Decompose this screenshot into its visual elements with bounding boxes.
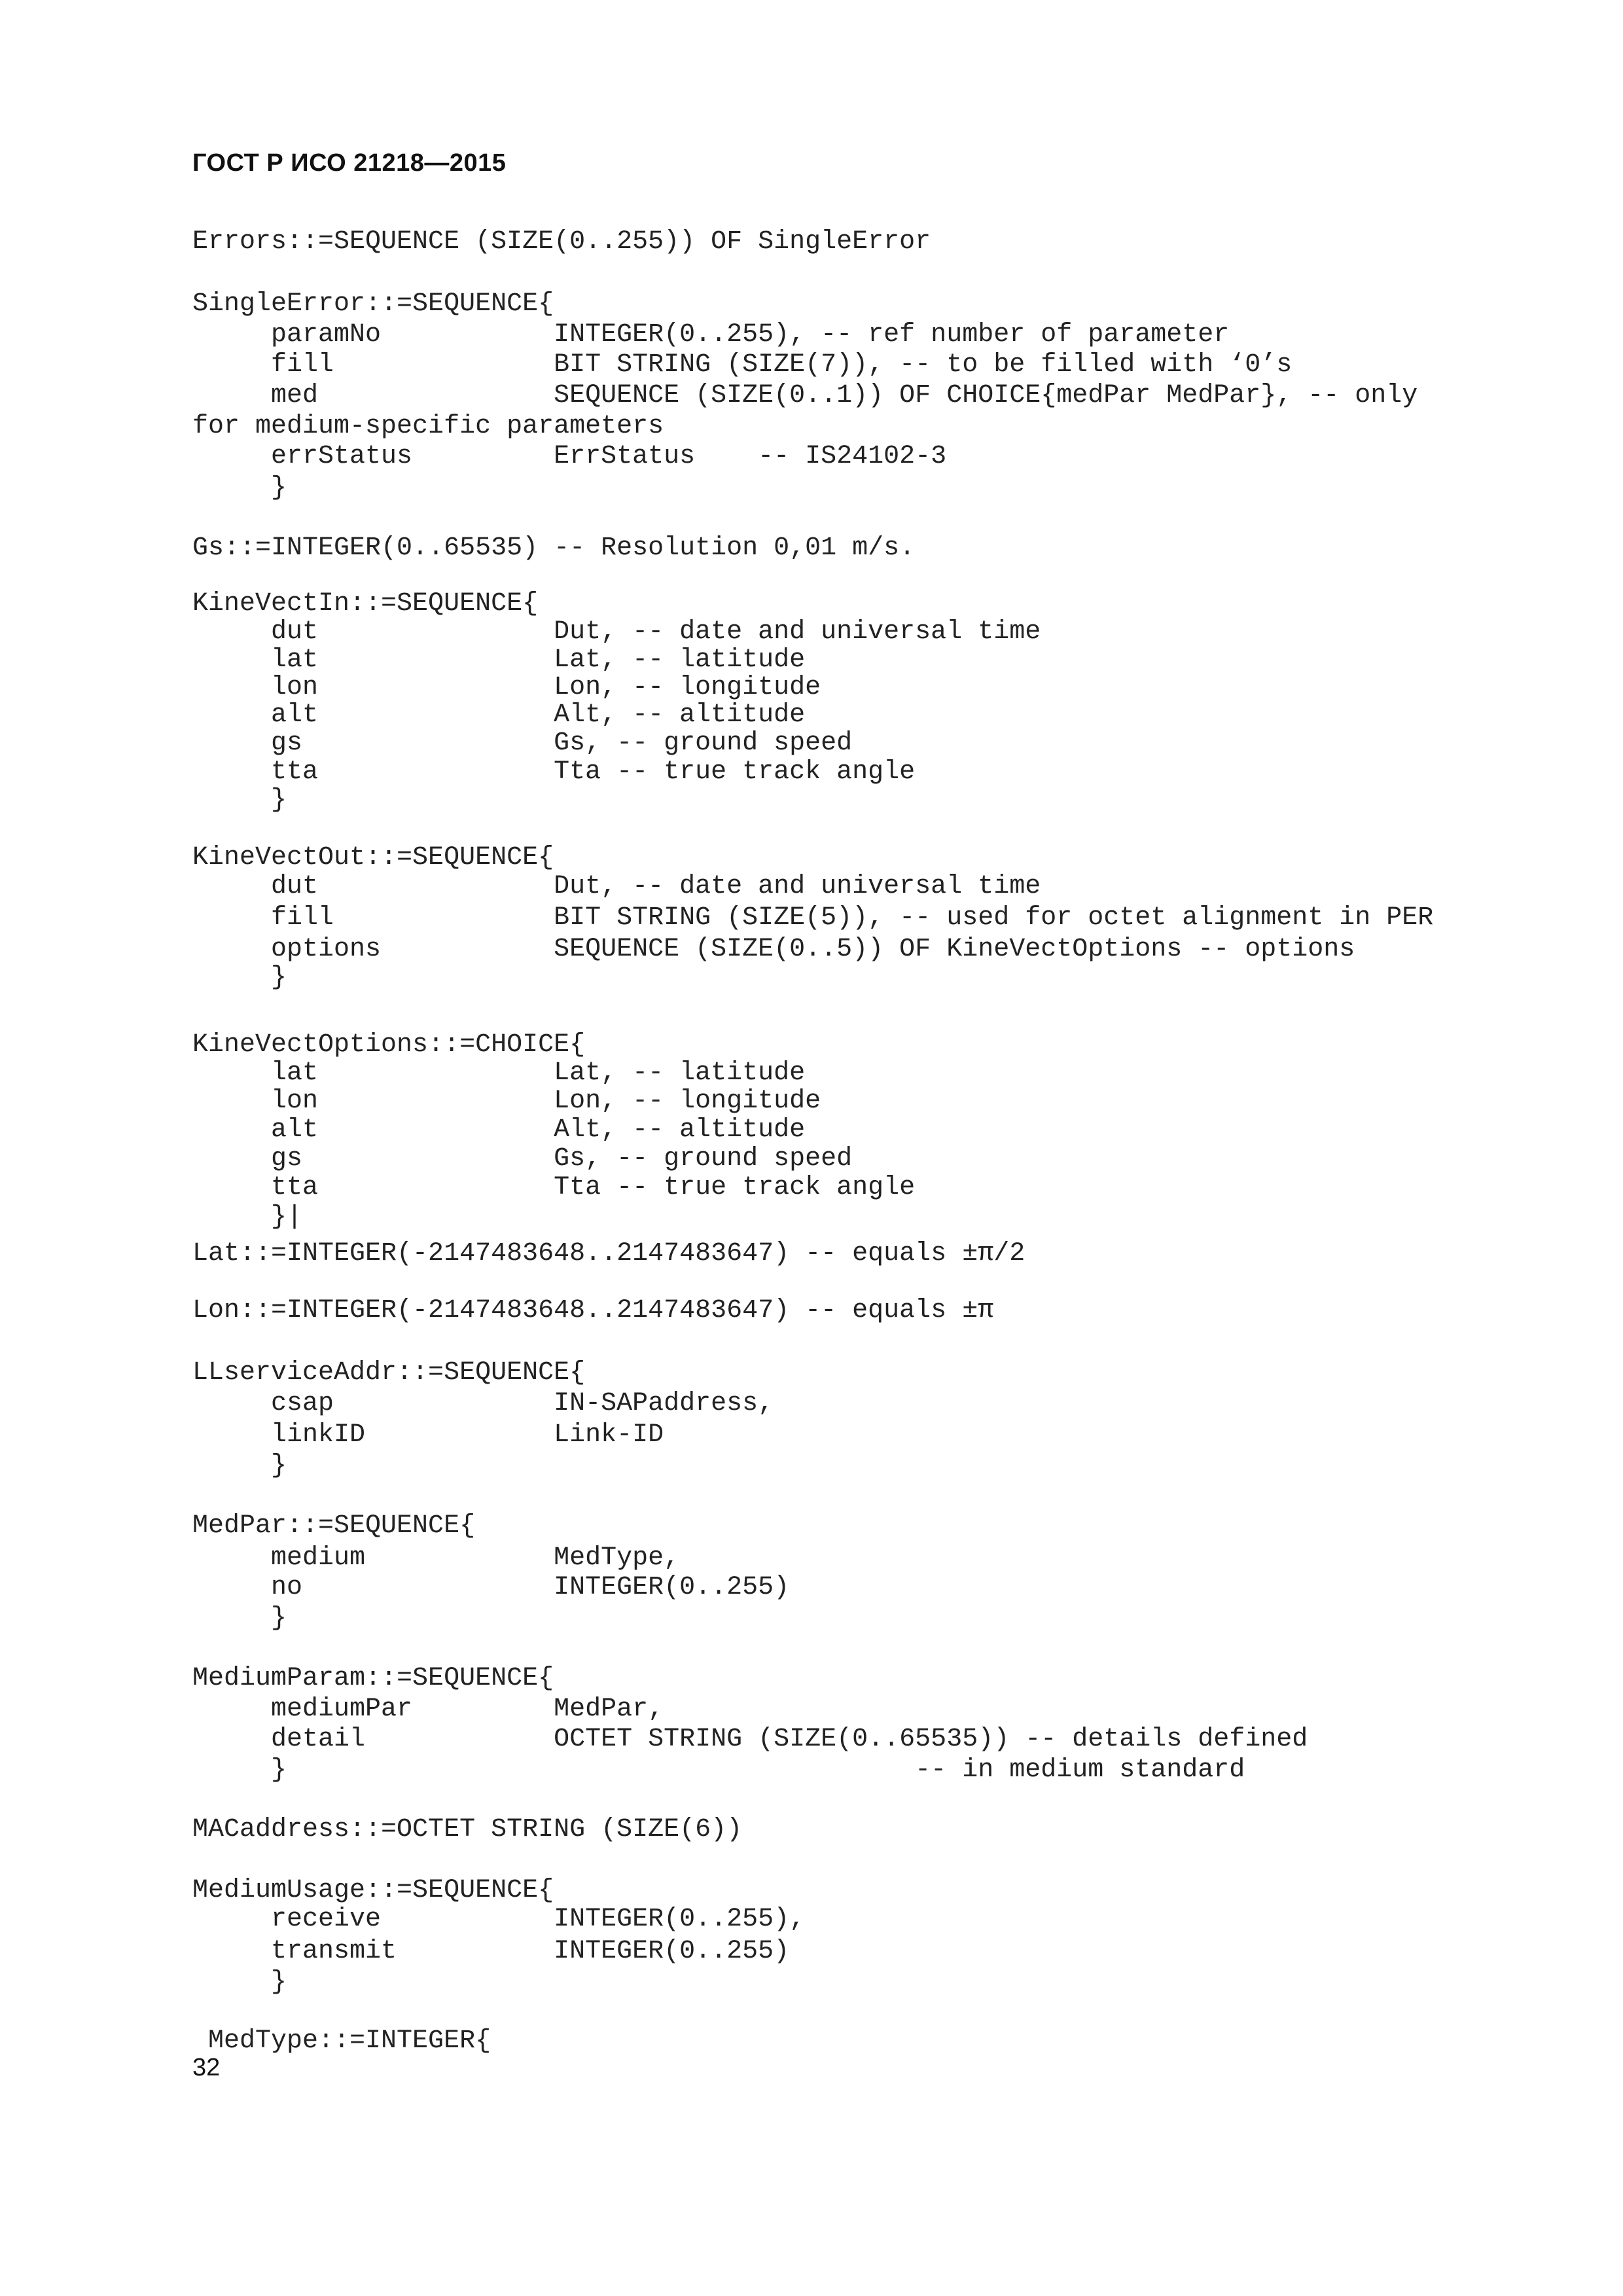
code-line: no INTEGER(0..255) bbox=[192, 1573, 790, 1602]
code-line: dut Dut, -- date and universal time bbox=[192, 872, 1041, 901]
code-line: lon Lon, -- longitude bbox=[192, 673, 821, 702]
code-line: KineVectOut::=SEQUENCE{ bbox=[192, 843, 554, 872]
code-line: medium MedType, bbox=[192, 1543, 680, 1573]
code-line: MedType::=INTEGER{ bbox=[192, 2026, 491, 2056]
code-line: }| bbox=[192, 1202, 303, 1232]
code-line: KineVectOptions::=CHOICE{ bbox=[192, 1030, 586, 1060]
code-line: tta Tta -- true track angle bbox=[192, 1173, 916, 1202]
code-line: fill BIT STRING (SIZE(5)), -- used for octet alignment in PER bbox=[192, 903, 1434, 933]
code-line: } bbox=[192, 1451, 287, 1480]
code-line: Lon::=INTEGER(-2147483648..2147483647) -- equals ±π bbox=[192, 1296, 994, 1325]
code-line: MedPar::=SEQUENCE{ bbox=[192, 1511, 476, 1541]
code-line: gs Gs, -- ground speed bbox=[192, 728, 853, 758]
code-line: } bbox=[192, 473, 287, 503]
code-line: receive INTEGER(0..255), bbox=[192, 1905, 806, 1934]
code-line: MACaddress::=OCTET STRING (SIZE(6)) bbox=[192, 1815, 743, 1844]
code-line: paramNo INTEGER(0..255), -- ref number of parameter bbox=[192, 320, 1230, 350]
code-line: LLserviceAddr::=SEQUENCE{ bbox=[192, 1358, 586, 1388]
code-line: MediumParam::=SEQUENCE{ bbox=[192, 1664, 554, 1693]
code-line: csap IN-SAPaddress, bbox=[192, 1389, 774, 1418]
code-line: lat Lat, -- latitude bbox=[192, 1058, 806, 1088]
code-line: linkID Link-ID bbox=[192, 1420, 664, 1450]
code-line: SingleError::=SEQUENCE{ bbox=[192, 289, 554, 319]
code-line: transmit INTEGER(0..255) bbox=[192, 1937, 790, 1966]
code-line: lat Lat, -- latitude bbox=[192, 645, 806, 675]
code-line: options SEQUENCE (SIZE(0..5)) OF KineVectOptions -- options bbox=[192, 935, 1355, 964]
code-line: alt Alt, -- altitude bbox=[192, 1115, 806, 1145]
code-line: errStatus ErrStatus -- IS24102-3 bbox=[192, 442, 947, 471]
code-line: MediumUsage::=SEQUENCE{ bbox=[192, 1876, 554, 1905]
code-line: gs Gs, -- ground speed bbox=[192, 1144, 853, 1174]
code-line: KineVectIn::=SEQUENCE{ bbox=[192, 589, 539, 619]
code-line: dut Dut, -- date and universal time bbox=[192, 617, 1041, 647]
code-line: } bbox=[192, 963, 287, 992]
code-line: Gs::=INTEGER(0..65535) -- Resolution 0,01 m/s. bbox=[192, 533, 916, 563]
code-line: Lat::=INTEGER(-2147483648..2147483647) -- equals ±π/2 bbox=[192, 1239, 1026, 1268]
code-line: } bbox=[192, 1967, 287, 1997]
code-line: tta Tta -- true track angle bbox=[192, 757, 916, 787]
code-line: med SEQUENCE (SIZE(0..1)) OF CHOICE{medPar MedPar}, -- only bbox=[192, 381, 1418, 410]
code-line: alt Alt, -- altitude bbox=[192, 700, 806, 730]
code-line: lon Lon, -- longitude bbox=[192, 1086, 821, 1116]
page-number: 32 bbox=[192, 2054, 221, 2081]
code-line: } bbox=[192, 785, 287, 815]
code-line: mediumPar MedPar, bbox=[192, 1695, 664, 1724]
code-line: fill BIT STRING (SIZE(7)), -- to be filled with ‘0’s bbox=[192, 350, 1293, 380]
code-line: } -- in medium standard bbox=[192, 1755, 1245, 1785]
code-line: detail OCTET STRING (SIZE(0..65535)) -- details defined bbox=[192, 1725, 1308, 1754]
standard-header: ГОСТ Р ИСО 21218—2015 bbox=[192, 149, 507, 177]
code-line: for medium-specific parameters bbox=[192, 412, 664, 441]
code-line: } bbox=[192, 1604, 287, 1633]
code-line: Errors::=SEQUENCE (SIZE(0..255)) OF SingleError bbox=[192, 227, 931, 257]
